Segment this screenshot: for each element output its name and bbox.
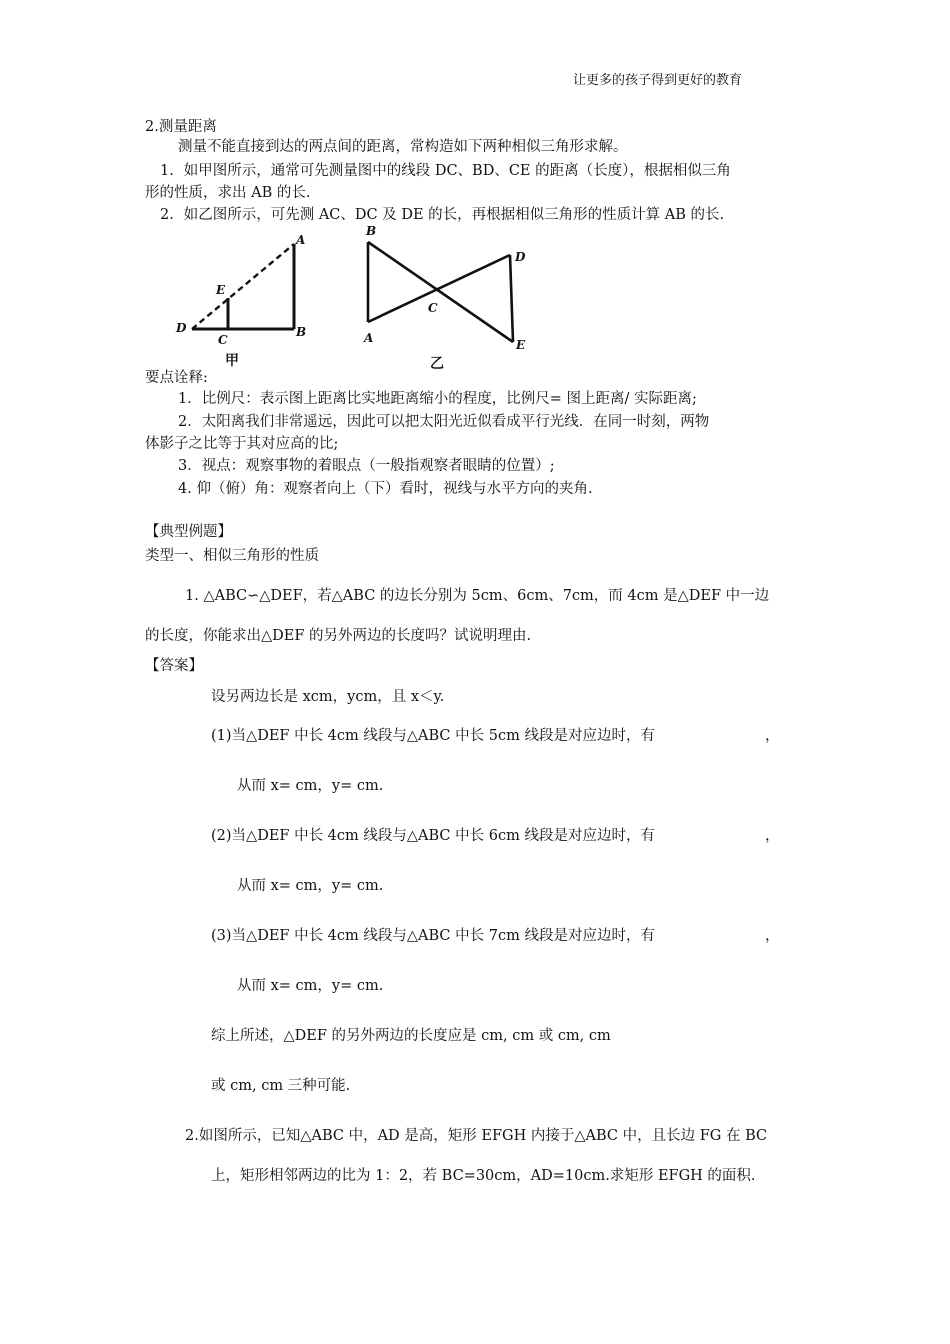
question-2b: 上，矩形相邻两边的比为 1：2，若 BC=30cm，AD=10cm.求矩形 EFGH 的面积. xyxy=(211,1168,756,1184)
label-d: D xyxy=(176,321,187,335)
segment-be xyxy=(368,242,513,342)
answer-summary-a: 综上所述，△DEF 的另外两边的长度应是 cm, cm 或 cm, cm xyxy=(211,1028,611,1044)
label-e: E xyxy=(516,338,526,352)
segment-ad xyxy=(368,255,510,322)
label-e: E xyxy=(216,283,226,297)
segment-de xyxy=(510,255,513,342)
key-point-2a: 2．太阳离我们非常遥远，因此可以把太阳光近似看成平行光线．在同一时刻，两物 xyxy=(178,414,710,430)
answer-case-3-comma: ， xyxy=(765,928,780,944)
question-1b: 的长度，你能求出△DEF 的另外两边的长度吗？试说明理由. xyxy=(145,628,532,644)
answer-summary-b: 或 cm, cm 三种可能. xyxy=(211,1078,351,1094)
question-2a: 2.如图所示，已知△ABC 中，AD 是高，矩形 EFGH 内接于△ABC 中，且长边 FG 在 BC xyxy=(185,1128,768,1144)
key-point-3: 3．视点：观察事物的着眼点（一般指观察者眼睛的位置）; xyxy=(178,458,555,474)
caption-yi: 乙 xyxy=(430,356,444,372)
answer-intro: 设另两边长是 xcm，ycm，且 x＜y. xyxy=(211,689,445,705)
label-c: C xyxy=(218,333,228,347)
key-points-heading: 要点诠释: xyxy=(145,370,208,386)
caption-jia: 甲 xyxy=(225,353,239,369)
label-b: B xyxy=(366,224,377,238)
section-intro: 测量不能直接到达的两点间的距离，常构造如下两种相似三角形求解。 xyxy=(178,139,628,155)
type-one-title: 类型一、相似三角形的性质 xyxy=(145,548,319,564)
label-a: A xyxy=(364,331,374,345)
answer-case-3: (3)当△DEF 中长 4cm 线段与△ABC 中长 7cm 线段是对应边时，有 xyxy=(211,928,655,944)
section-title: 2.测量距离 xyxy=(145,119,217,135)
examples-heading: 【典型例题】 xyxy=(145,524,232,540)
answer-case-2-comma: ， xyxy=(765,828,780,844)
answer-case-1-result: 从而 x= cm，y= cm. xyxy=(237,778,384,794)
header-slogan: 让更多的孩子得到更好的教育 xyxy=(573,73,743,88)
label-a: A xyxy=(296,233,306,247)
label-c: C xyxy=(428,301,438,315)
answer-heading: 【答案】 xyxy=(145,658,203,674)
figure-jia xyxy=(170,228,320,373)
label-d: D xyxy=(515,250,526,264)
section-item-1a: 1．如甲图所示，通常可先测量图中的线段 DC、BD、CE 的距离（长度），根据相似三角 xyxy=(160,163,731,179)
question-1a: 1. △ABC∽△DEF，若△ABC 的边长分别为 5cm、6cm、7cm，而 4cm 是△DEF 中一边 xyxy=(185,588,770,604)
answer-case-2: (2)当△DEF 中长 4cm 线段与△ABC 中长 6cm 线段是对应边时，有 xyxy=(211,828,655,844)
figure-yi xyxy=(358,222,548,372)
section-item-2: 2．如乙图所示，可先测 AC、DC 及 DE 的长，再根据相似三角形的性质计算 AB 的长. xyxy=(160,207,725,223)
key-point-2b: 体影子之比等于其对应高的比; xyxy=(145,436,339,452)
answer-case-2-result: 从而 x= cm，y= cm. xyxy=(237,878,384,894)
section-item-1b: 形的性质，求出 AB 的长. xyxy=(145,185,311,201)
answer-case-1-comma: ， xyxy=(765,728,780,744)
label-b: B xyxy=(296,325,307,339)
answer-case-3-result: 从而 x= cm，y= cm. xyxy=(237,978,384,994)
key-point-4: 4. 仰（俯）角：观察者向上（下）看时，视线与水平方向的夹角. xyxy=(178,481,593,497)
answer-case-1: (1)当△DEF 中长 4cm 线段与△ABC 中长 5cm 线段是对应边时，有 xyxy=(211,728,655,744)
sightline-dashed xyxy=(192,244,294,329)
key-point-1: 1．比例尺：表示图上距离比实地距离缩小的程度，比例尺= 图上距离/ 实际距离; xyxy=(178,391,697,407)
